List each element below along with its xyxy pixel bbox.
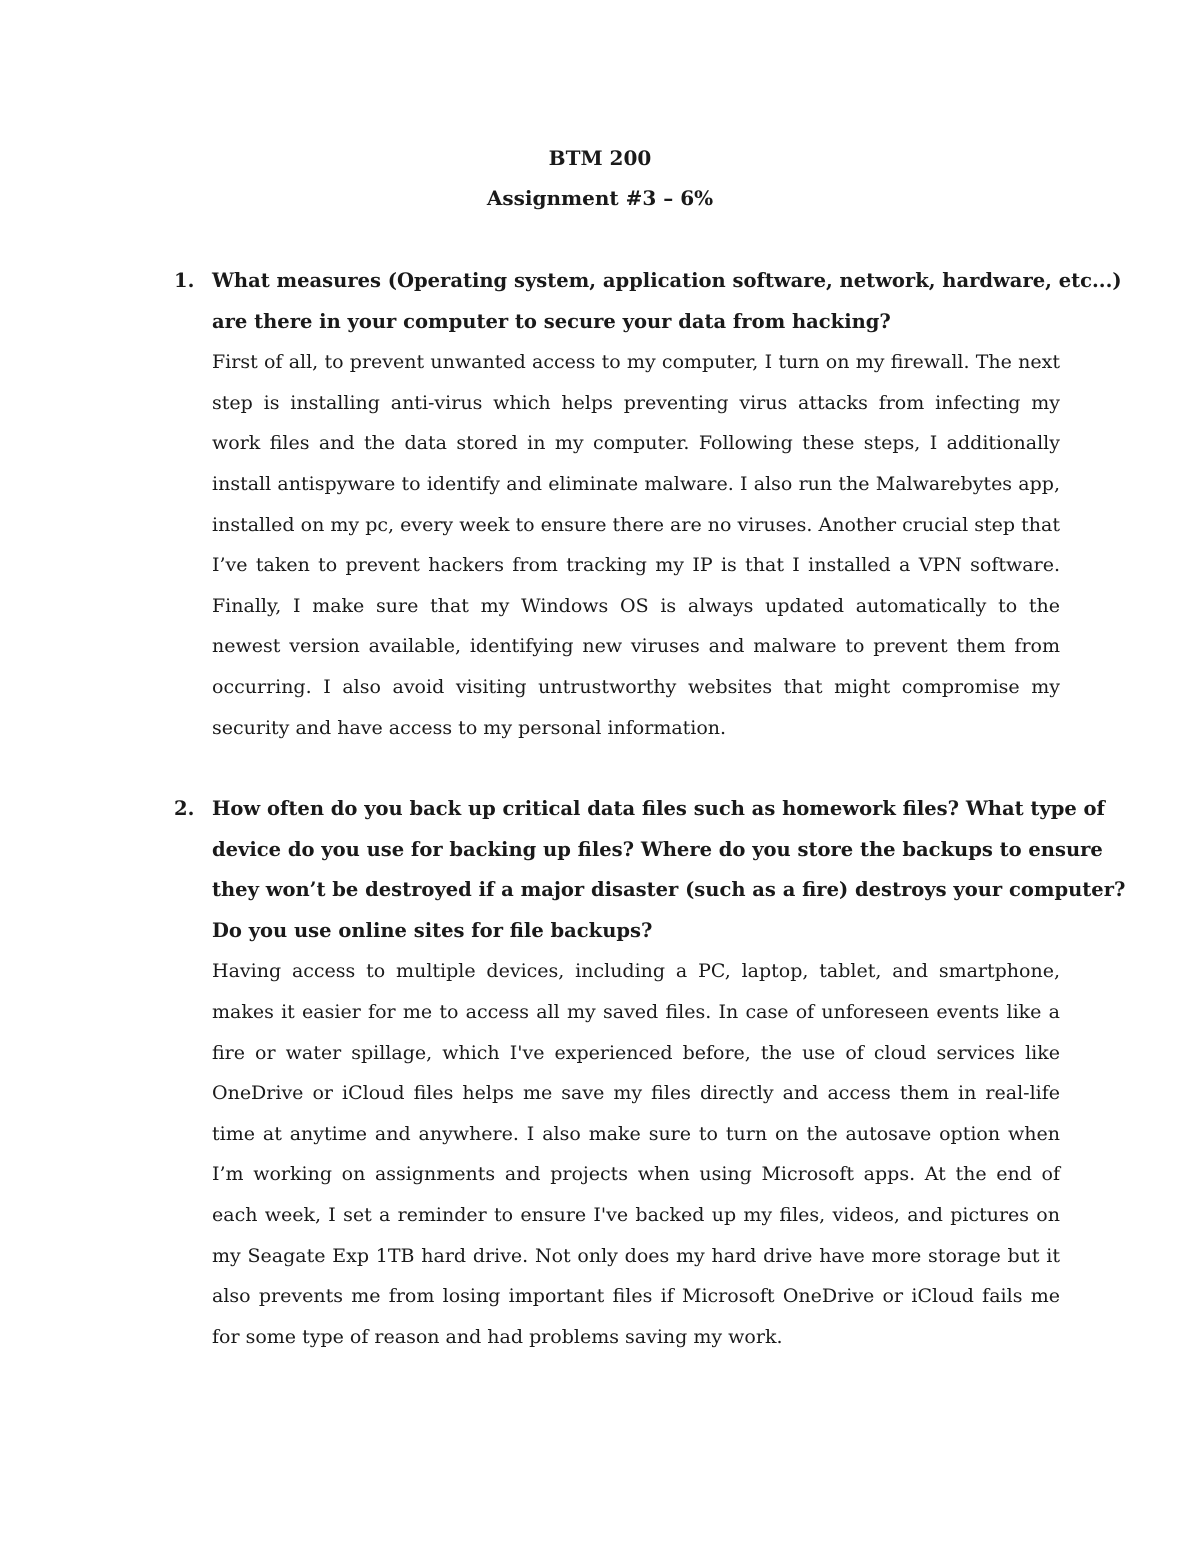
question-1-line-2: are there in your computer to secure your data from hacking? [212, 309, 891, 333]
question-1-line-1: What measures (Operating system, application software, network, hardware, etc...) [212, 269, 1122, 292]
assignment-title: Assignment #3 – 6% [486, 186, 714, 210]
question-2-number: 2. [174, 797, 195, 820]
question-2-line-4: Do you use online sites for file backups? [212, 918, 653, 942]
question-2-line-3: they won’t be destroyed if a major disaster (such as a fire) destroys your computer? [212, 878, 1126, 902]
question-1-number: 1. [174, 269, 195, 292]
course-title: BTM 200 [548, 146, 652, 170]
question-2 [174, 789, 1126, 1357]
question-1 [174, 261, 1122, 748]
answer-2: Having access to multiple devices, including a PC, laptop, tablet, and smartphone, makes it easier for me to access all my saved files. In case of unforeseen events like a fire or water spillage, which I've experienced before, the use of cloud services like OneDrive or iCloud files helps me save my files directly and access them in real-life time at anytime and anywhere. I also make sure to turn on the autosave option when I’m working on assignments and projects when using Microsoft apps. At the end of each week, I set a reminder to ensure I've backed up my files, videos, and pictures on my Seagate Exp 1TB hard drive. Not only does my hard drive have more storage but it also prevents me from losing important files if Microsoft OneDrive or iCloud fails me for some type of reason and had problems saving my work. [212, 960, 1060, 1348]
question-2-heading [174, 789, 1126, 951]
answer-1: First of all, to prevent unwanted access to my computer, I turn on my firewall. The next step is installing anti-virus which helps preventing virus attacks from infecting my work files and the data stored in my computer. Following these steps, I additionally install antispyware to identify and eliminate malware. I also run the Malwarebytes app, installed on my pc, every week to ensure there are no viruses. Another crucial step that I’ve taken to prevent hackers from tracking my IP is that I installed a VPN software. Finally, I make sure that my Windows OS is always updated automatically to the newest version available, identifying new viruses and malware to prevent them from occurring. I also avoid visiting untrustworthy websites that might compromise my security and have access to my personal information. [212, 351, 1060, 739]
question-2-line-2: device do you use for backing up files? Where do you store the backups to ensure [212, 837, 1103, 861]
question-1-heading [174, 261, 1122, 342]
question-2-line-1: How often do you back up critical data files such as homework files? What type of [212, 797, 1105, 820]
